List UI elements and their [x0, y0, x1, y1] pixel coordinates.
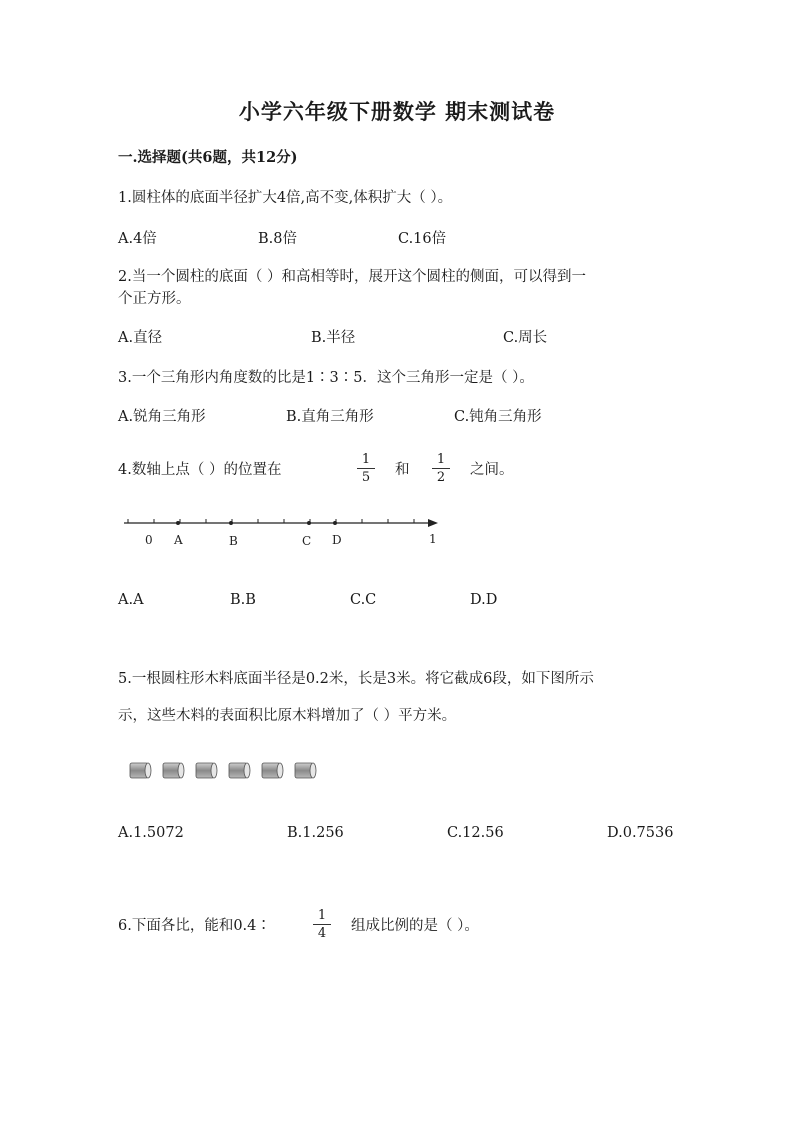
question-4-option-c: C.C [350, 592, 377, 608]
question-2-option-c: C.周长 [503, 330, 548, 346]
fraction-numerator: 1 [317, 908, 327, 923]
label-b: B [229, 534, 238, 548]
label-d: D [332, 533, 342, 547]
fraction-one-fourth [313, 908, 331, 941]
question-5-line-1: 5.一根圆柱形木料底面半径是0.2米，长是3米。将它截成6段，如下图所示 [118, 671, 594, 687]
question-1-text: 1.圆柱体的底面半径扩大4倍,高不变,体积扩大（ ）。 [118, 190, 453, 206]
question-5-option-d: D.0.7536 [607, 825, 674, 841]
fraction-bar [432, 468, 450, 469]
number-line-arrow [428, 519, 438, 527]
label-one: 1 [429, 532, 437, 546]
point-a-dot [176, 521, 180, 525]
fraction-denominator: 5 [361, 470, 371, 485]
fraction-denominator: 2 [436, 470, 446, 485]
question-1-option-a: A.4倍 [118, 231, 157, 247]
point-b-dot [229, 521, 233, 525]
question-1-option-c: C.16倍 [398, 231, 447, 247]
fraction-bar [313, 924, 331, 925]
fraction-bar [357, 468, 375, 469]
question-5-line-2: 示，这些木料的表面积比原木料增加了（ ）平方米。 [118, 708, 457, 724]
question-6-prefix: 6.下面各比，能和0.4∶ [118, 918, 271, 934]
label-zero: 0 [145, 533, 153, 547]
number-line-figure [118, 510, 448, 550]
cylinder-segment-4 [229, 763, 250, 778]
question-3-text: 3.一个三角形内角度数的比是1∶3∶5．这个三角形一定是（ ）。 [118, 370, 534, 386]
fraction-one-fifth [357, 452, 375, 485]
question-1-option-b: B.8倍 [258, 231, 297, 247]
fraction-one-half [432, 452, 450, 485]
question-2-option-a: A.直径 [118, 330, 163, 346]
cylinder-segment-1 [130, 763, 151, 778]
fraction-numerator: 1 [436, 452, 446, 467]
question-4-option-b: B.B [230, 592, 256, 608]
cylinder-segment-6 [295, 763, 316, 778]
section-heading: 一.选择题(共6题，共12分) [118, 149, 298, 166]
question-2-option-b: B.半径 [311, 330, 356, 346]
label-c: C [302, 534, 312, 548]
cylinder-segment-2 [163, 763, 184, 778]
fraction-denominator: 4 [317, 926, 327, 941]
fraction-numerator: 1 [361, 452, 371, 467]
question-4-prefix: 4.数轴上点（ ）的位置在 [118, 462, 282, 478]
question-6-suffix: 组成比例的是（ ）。 [351, 918, 479, 934]
question-4-option-a: A.A [118, 592, 144, 608]
cylinder-segment-3 [196, 763, 217, 778]
question-3-option-b: B.直角三角形 [286, 409, 374, 425]
question-4-suffix: 之间。 [470, 462, 514, 478]
page-title: 小学六年级下册数学 期末测试卷 [238, 99, 556, 124]
question-3-option-a: A.锐角三角形 [118, 409, 206, 425]
question-4-and-word: 和 [395, 462, 410, 478]
point-d-dot [333, 521, 337, 525]
question-2-line-2: 个正方形。 [118, 291, 191, 307]
point-c-dot [307, 521, 311, 525]
label-a: A [174, 533, 183, 547]
question-5-option-c: C.12.56 [447, 825, 504, 841]
cylinder-segments-figure [128, 760, 323, 782]
question-4-option-d: D.D [470, 592, 498, 608]
cylinder-segment-5 [262, 763, 283, 778]
question-3-option-c: C.钝角三角形 [454, 409, 542, 425]
question-5-option-b: B.1.256 [287, 825, 344, 841]
question-5-option-a: A.1.5072 [118, 825, 184, 841]
question-2-line-1: 2.当一个圆柱的底面（ ）和高相等时，展开这个圆柱的侧面，可以得到一 [118, 269, 586, 285]
